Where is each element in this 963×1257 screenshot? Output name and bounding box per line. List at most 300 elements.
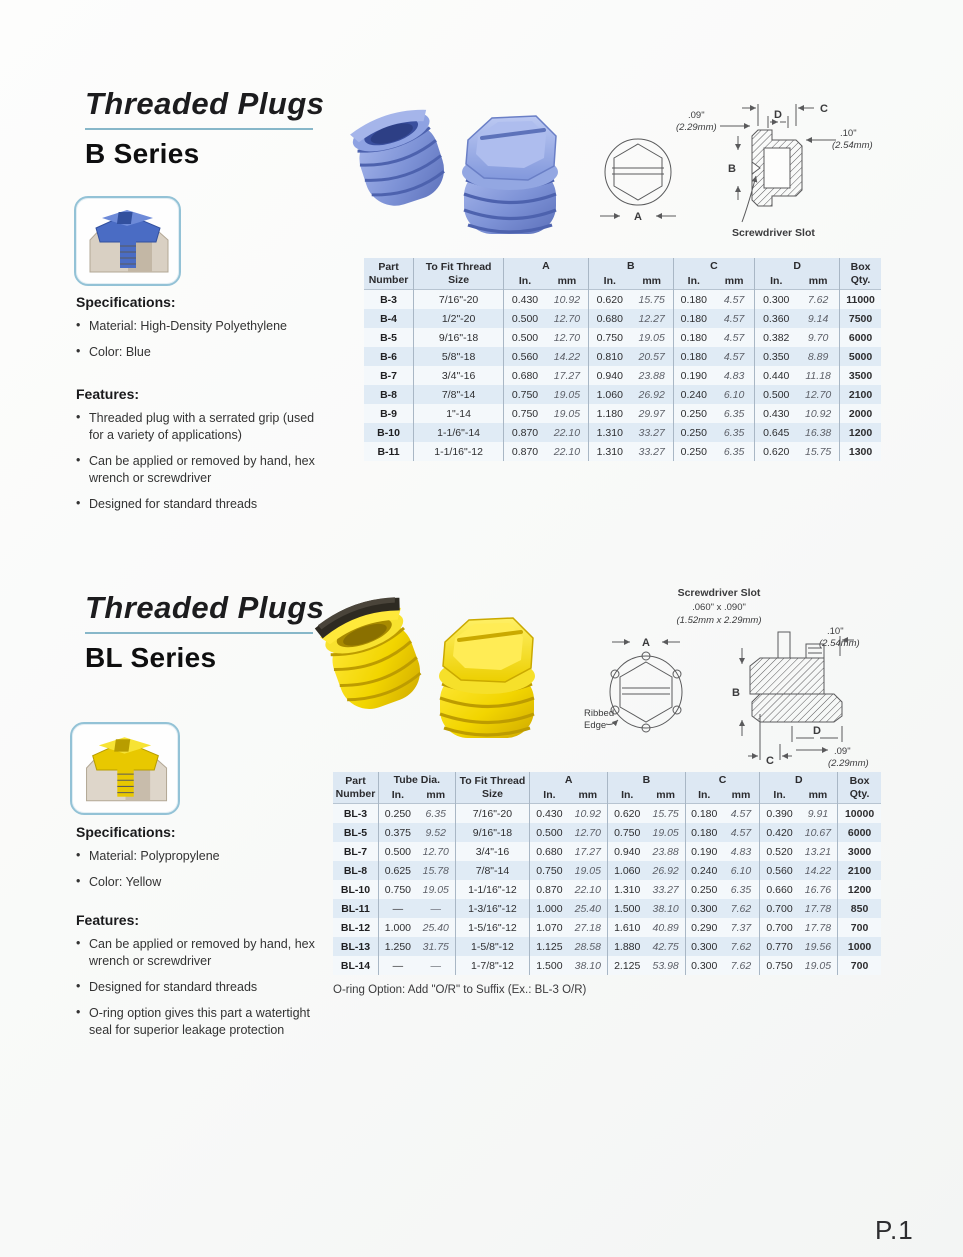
col-header-qty: Box Qty. <box>840 258 881 290</box>
table-cell: 12.70 <box>422 845 449 858</box>
sub-header-mm: mm <box>569 787 608 804</box>
table-row <box>364 423 881 442</box>
table-cell: 9.91 <box>807 807 829 820</box>
table-cell: 0.500 <box>755 385 797 404</box>
table-cell: 17.78 <box>804 921 832 934</box>
features-list <box>76 936 324 1038</box>
bl-series-title <box>85 590 325 674</box>
table-row <box>364 290 881 310</box>
table-cell: 22.10 <box>574 883 601 896</box>
bullet-item: • Designed for standard threads <box>76 979 324 996</box>
table-cell: 0.750 <box>530 861 569 880</box>
table-cell: 0.620 <box>588 290 630 310</box>
section-view-drawing <box>732 632 869 769</box>
table-cell: 2000 <box>840 404 881 423</box>
table-cell: 0.660 <box>760 880 799 899</box>
b-series-title <box>85 86 325 170</box>
table-cell: B-3 <box>380 293 398 306</box>
table-cell: 4.83 <box>723 369 745 382</box>
screwdriver-slot-caption: Screwdriver Slot <box>732 227 815 239</box>
table-cell: 0.180 <box>685 823 722 842</box>
table-cell: 1.250 <box>378 937 416 956</box>
col-group-b: B <box>608 772 686 787</box>
col-group-d: D <box>755 258 840 273</box>
table-cell: 0.180 <box>685 804 722 824</box>
sub-header-in: In. <box>685 787 722 804</box>
note-10in: .10" <box>827 626 844 637</box>
table-cell: 6.35 <box>723 445 745 458</box>
bl-series-features <box>76 912 324 1047</box>
section-title: Threaded Plugs <box>85 590 325 625</box>
table-row <box>333 956 881 975</box>
table-cell: 33.27 <box>652 883 679 896</box>
screwdriver-slot-caption: Screwdriver Slot <box>677 587 761 599</box>
table-cell: 1.060 <box>588 385 630 404</box>
table-cell: 16.38 <box>804 426 832 439</box>
table-cell: 0.620 <box>755 442 797 461</box>
sub-header-in: In. <box>530 787 569 804</box>
dim-label-c: C <box>766 755 774 767</box>
table-cell: 0.390 <box>760 804 799 824</box>
table-cell: 0.750 <box>760 956 799 975</box>
table-row <box>364 328 881 347</box>
table-cell: 28.58 <box>574 940 601 953</box>
blue-plug-hex-head <box>462 116 558 234</box>
table-cell: 13.21 <box>804 845 832 858</box>
table-cell: 0.300 <box>685 937 722 956</box>
yellow-plug-hex-head <box>439 618 535 738</box>
table-cell: 1.610 <box>608 918 647 937</box>
note-09mm: (2.29mm) <box>676 122 717 133</box>
table-cell: 5000 <box>840 347 881 366</box>
table-cell: 6.35 <box>730 883 752 896</box>
bullet-item: • O-ring option gives this part a watertight seal for superior leakage protection <box>76 1005 324 1039</box>
table-cell: B-6 <box>380 350 398 363</box>
sub-header-in: In. <box>588 273 630 290</box>
sub-header-mm: mm <box>417 787 455 804</box>
table-cell: 14.22 <box>804 864 832 877</box>
sub-header-in: In. <box>608 787 647 804</box>
table-cell: 0.382 <box>755 328 797 347</box>
table-cell: BL-13 <box>340 940 371 953</box>
table-cell: 6.10 <box>723 388 745 401</box>
table-cell: 7.62 <box>730 902 752 915</box>
b-series-table-wrap <box>364 258 881 461</box>
table-cell: 4.83 <box>730 845 752 858</box>
table-cell: 0.750 <box>504 404 546 423</box>
table-cell: 33.27 <box>638 445 665 458</box>
bullet-item: • Threaded plug with a serrated grip (used for a variety of applications) <box>76 410 321 444</box>
table-cell: 0.250 <box>378 804 416 824</box>
table-cell: B-10 <box>377 426 400 439</box>
table-cell: B-4 <box>380 312 398 325</box>
table-cell: 4.57 <box>723 331 745 344</box>
dim-label-c: C <box>820 103 828 115</box>
col-group-tube: Tube Dia. <box>378 772 455 787</box>
table-cell: 0.375 <box>378 823 416 842</box>
col-group-a: A <box>504 258 589 273</box>
table-cell: 0.180 <box>673 328 714 347</box>
blue-plug-cutaway-image <box>80 202 175 280</box>
yellow-plug-with-oring <box>312 590 432 719</box>
title-underline <box>85 632 313 634</box>
col-header-part: Part Number <box>364 258 414 290</box>
slot-size-label: .060" x .090" <box>692 602 746 613</box>
table-cell: 19.05 <box>553 407 581 420</box>
table-row <box>333 880 881 899</box>
table-cell: 4.57 <box>723 350 745 363</box>
table-cell: 1.000 <box>530 899 569 918</box>
table-cell: 19.05 <box>422 883 449 896</box>
table-row <box>333 899 881 918</box>
table-cell: 10000 <box>838 804 881 824</box>
table-cell: 12.27 <box>638 312 665 325</box>
col-header-thread: To Fit Thread Size <box>455 772 530 804</box>
table-cell: 31.75 <box>422 940 449 953</box>
note-10mm: (2.54mm) <box>819 638 860 649</box>
table-row <box>333 842 881 861</box>
table-cell: 19.56 <box>804 940 832 953</box>
bullet-item: • Material: Polypropylene <box>76 848 326 865</box>
b-series-thumbnail <box>74 196 181 286</box>
table-cell: 0.300 <box>685 899 722 918</box>
features-list <box>76 410 321 512</box>
ribbed-edge-label: Ribbed <box>584 708 615 719</box>
table-cell: 5/8"-18 <box>414 347 504 366</box>
table-cell: 53.98 <box>652 959 679 972</box>
table-row <box>333 804 881 824</box>
table-cell: 0.750 <box>608 823 647 842</box>
table-cell: 0.500 <box>530 823 569 842</box>
dim-label-d: D <box>774 109 782 121</box>
table-cell: 17.78 <box>804 902 832 915</box>
sub-header-in: In. <box>504 273 546 290</box>
table-cell: 7500 <box>840 309 881 328</box>
table-cell: 4.57 <box>730 807 752 820</box>
table-cell: 2100 <box>840 385 881 404</box>
table-cell: 0.560 <box>504 347 546 366</box>
note-09in: .09" <box>688 110 705 121</box>
table-cell: 0.300 <box>755 290 797 310</box>
b-series-features <box>76 386 321 521</box>
table-cell: 0.420 <box>760 823 799 842</box>
table-cell: 1-1/6"-14 <box>414 423 504 442</box>
table-cell: 0.680 <box>530 842 569 861</box>
col-group-c: C <box>685 772 760 787</box>
bl-series-dimension-diagram <box>582 584 892 769</box>
table-cell: BL-7 <box>343 845 368 858</box>
table-cell: 12.70 <box>804 388 832 401</box>
bl-series-thumbnail <box>70 722 180 815</box>
table-cell: 1.060 <box>608 861 647 880</box>
specifications-heading: Specifications: <box>76 824 176 840</box>
table-cell: 6000 <box>840 328 881 347</box>
table-cell: 19.05 <box>553 388 581 401</box>
table-cell: 6000 <box>838 823 881 842</box>
table-cell: — <box>378 899 416 918</box>
table-cell: 0.810 <box>588 347 630 366</box>
table-cell: 9.14 <box>807 312 829 325</box>
table-cell: 7/8"-14 <box>455 861 530 880</box>
table-cell: 14.22 <box>553 350 581 363</box>
table-row <box>333 918 881 937</box>
table-cell: 1/2"-20 <box>414 309 504 328</box>
table-cell: 0.250 <box>673 423 714 442</box>
table-cell: 29.97 <box>638 407 665 420</box>
table-cell: 9/16"-18 <box>414 328 504 347</box>
specifications-list <box>76 848 326 891</box>
table-cell: 0.430 <box>530 804 569 824</box>
table-cell: — <box>430 959 441 972</box>
table-cell: 27.18 <box>574 921 601 934</box>
table-cell: 22.10 <box>553 445 581 458</box>
table-cell: 3/4"-16 <box>414 366 504 385</box>
table-cell: 3000 <box>838 842 881 861</box>
b-series-dimension-diagram <box>592 94 887 242</box>
table-cell: 3/4"-16 <box>455 842 530 861</box>
table-cell: 0.180 <box>673 347 714 366</box>
table-cell: 9.52 <box>425 826 446 839</box>
note-10mm: (2.54mm) <box>832 140 873 151</box>
table-cell: 0.645 <box>755 423 797 442</box>
specifications-heading: Specifications: <box>76 294 176 310</box>
table-cell: 15.78 <box>422 864 449 877</box>
table-cell: 7/16"-20 <box>455 804 530 824</box>
table-cell: BL-14 <box>340 959 371 972</box>
table-cell: 17.27 <box>553 369 581 382</box>
bl-series-specifications <box>76 824 326 900</box>
note-09in: .09" <box>834 746 851 757</box>
table-cell: 1.180 <box>588 404 630 423</box>
table-cell: — <box>378 956 416 975</box>
table-cell: 4.57 <box>723 293 745 306</box>
table-cell: 1300 <box>840 442 881 461</box>
table-cell: 2.125 <box>608 956 647 975</box>
col-header-thread: To Fit Thread Size <box>414 258 504 290</box>
table-cell: 10.92 <box>553 293 581 306</box>
table-cell: 0.360 <box>755 309 797 328</box>
table-cell: 7.62 <box>730 959 752 972</box>
table-cell: 1.310 <box>588 423 630 442</box>
table-cell: 0.750 <box>378 880 416 899</box>
table-cell: 26.92 <box>638 388 665 401</box>
table-cell: — <box>430 902 441 915</box>
table-cell: 0.350 <box>755 347 797 366</box>
bullet-item: • Color: Yellow <box>76 874 326 891</box>
table-cell: 1"-14 <box>414 404 504 423</box>
table-cell: B-9 <box>380 407 398 420</box>
col-group-a: A <box>530 772 608 787</box>
table-cell: 11000 <box>840 290 881 310</box>
bl-series-product-photo <box>298 580 560 752</box>
table-cell: 0.870 <box>504 423 546 442</box>
table-cell: 42.75 <box>652 940 679 953</box>
series-name: BL Series <box>85 642 217 673</box>
col-header-qty: Box Qty. <box>838 772 881 804</box>
table-cell: 23.88 <box>652 845 679 858</box>
table-cell: 1.310 <box>588 442 630 461</box>
table-cell: 10.92 <box>804 407 832 420</box>
table-cell: 0.870 <box>504 442 546 461</box>
table-cell: 0.520 <box>760 842 799 861</box>
table-cell: 0.190 <box>685 842 722 861</box>
table-cell: 1000 <box>838 937 881 956</box>
bullet-item: • Designed for standard threads <box>76 496 321 513</box>
table-cell: 7/8"-14 <box>414 385 504 404</box>
sub-header-mm: mm <box>646 787 685 804</box>
table-cell: 7.62 <box>807 293 829 306</box>
table-cell: 0.430 <box>504 290 546 310</box>
yellow-plug-cutaway-image <box>76 729 174 809</box>
table-cell: 16.76 <box>804 883 832 896</box>
table-cell: 20.57 <box>638 350 665 363</box>
table-cell: 1.070 <box>530 918 569 937</box>
b-series-specifications <box>76 294 326 370</box>
table-cell: 25.40 <box>422 921 449 934</box>
table-cell: 0.500 <box>504 309 546 328</box>
bl-series-table-wrap <box>333 772 881 996</box>
table-cell: 850 <box>838 899 881 918</box>
table-cell: 0.500 <box>378 842 416 861</box>
table-cell: 6.35 <box>723 426 745 439</box>
table-cell: 12.70 <box>553 312 581 325</box>
table-cell: 0.940 <box>608 842 647 861</box>
table-cell: BL-5 <box>343 826 368 839</box>
table-cell: 0.430 <box>755 404 797 423</box>
table-cell: 1-5/8"-12 <box>455 937 530 956</box>
ribbed-edge-label-2: Edge <box>584 720 607 731</box>
sub-header-mm: mm <box>723 787 760 804</box>
table-cell: 12.70 <box>553 331 581 344</box>
table-cell: 1.310 <box>608 880 647 899</box>
table-cell: 0.700 <box>760 918 799 937</box>
table-cell: 0.500 <box>504 328 546 347</box>
table-cell: BL-10 <box>340 883 371 896</box>
note-10in: .10" <box>840 128 857 139</box>
dim-label-a: A <box>634 211 642 223</box>
table-cell: 700 <box>838 956 881 975</box>
table-cell: 6.35 <box>723 407 745 420</box>
sub-header-mm: mm <box>546 273 588 290</box>
table-cell: 23.88 <box>638 369 665 382</box>
table-cell: 3500 <box>840 366 881 385</box>
table-cell: 0.250 <box>685 880 722 899</box>
dim-label-a: A <box>642 637 650 649</box>
table-row <box>333 823 881 842</box>
table-cell: 0.560 <box>760 861 799 880</box>
table-cell: 19.05 <box>574 864 601 877</box>
oring-footnote: O-ring Option: Add "O/R" to Suffix (Ex.: BL-3 O/R) <box>333 984 587 997</box>
table-cell: 12.70 <box>574 826 601 839</box>
table-cell: 17.27 <box>574 845 601 858</box>
table-cell: 0.625 <box>378 861 416 880</box>
table-cell: 7/16"-20 <box>414 290 504 310</box>
table-cell: 1-5/16"-12 <box>455 918 530 937</box>
sub-header-in: In. <box>755 273 797 290</box>
table-cell: 7.37 <box>730 921 752 934</box>
table-row <box>364 442 881 461</box>
bullet-item: • Color: Blue <box>76 344 326 361</box>
table-cell: B-7 <box>380 369 398 382</box>
table-cell: 0.680 <box>588 309 630 328</box>
bullet-item: • Can be applied or removed by hand, hex wrench or screwdriver <box>76 453 321 487</box>
table-cell: 0.870 <box>530 880 569 899</box>
table-cell: 0.300 <box>685 956 722 975</box>
table-cell: B-11 <box>377 445 400 458</box>
table-cell: 9.70 <box>807 331 829 344</box>
features-heading: Features: <box>76 386 140 402</box>
table-cell: 6.35 <box>425 807 446 820</box>
table-cell: 1-1/16"-12 <box>455 880 530 899</box>
table-cell: 0.190 <box>673 366 714 385</box>
table-cell: 0.700 <box>760 899 799 918</box>
sub-header-mm: mm <box>631 273 673 290</box>
col-group-b: B <box>588 258 673 273</box>
note-09mm: (2.29mm) <box>828 758 869 769</box>
table-row <box>364 366 881 385</box>
table-cell: 0.680 <box>504 366 546 385</box>
title-underline <box>85 128 313 130</box>
table-cell: 1200 <box>840 423 881 442</box>
table-cell: 1.125 <box>530 937 569 956</box>
table-row <box>333 861 881 880</box>
table-cell: 10.67 <box>804 826 832 839</box>
table-row <box>333 937 881 956</box>
table-cell: 1-1/16"-12 <box>414 442 504 461</box>
table-cell: 15.75 <box>804 445 832 458</box>
table-row <box>364 404 881 423</box>
page-number: P.1 <box>875 1215 914 1245</box>
table-cell: 25.40 <box>574 902 601 915</box>
front-view-drawing <box>600 139 676 223</box>
table-cell: BL-11 <box>341 902 370 915</box>
blue-plug-open-end <box>348 103 452 213</box>
dim-label-b: B <box>732 687 740 699</box>
table-cell: 0.240 <box>673 385 714 404</box>
dim-label-d: D <box>813 725 821 737</box>
table-cell: 10.92 <box>574 807 601 820</box>
sub-header-mm: mm <box>714 273 755 290</box>
table-cell: 33.27 <box>638 426 665 439</box>
col-group-c: C <box>673 258 755 273</box>
col-group-d: D <box>760 772 838 787</box>
series-name: B Series <box>85 138 200 169</box>
table-cell: 0.180 <box>673 309 714 328</box>
table-cell: 19.05 <box>652 826 679 839</box>
table-cell: 15.75 <box>638 293 665 306</box>
table-cell: 1.500 <box>530 956 569 975</box>
table-cell: 1-3/16"-12 <box>455 899 530 918</box>
b-series-product-photo <box>332 80 577 248</box>
table-cell: 0.620 <box>608 804 647 824</box>
table-cell: 40.89 <box>652 921 679 934</box>
table-cell: 38.10 <box>652 902 679 915</box>
table-cell: 19.05 <box>804 959 832 972</box>
bullet-item: • Material: High-Density Polyethylene <box>76 318 326 335</box>
dim-label-b: B <box>728 163 736 175</box>
table-cell: 4.57 <box>730 826 752 839</box>
bullet-item: • Can be applied or removed by hand, hex wrench or screwdriver <box>76 936 324 970</box>
table-cell: 0.770 <box>760 937 799 956</box>
sub-header-mm: mm <box>799 787 838 804</box>
sub-header-in: In. <box>673 273 714 290</box>
table-cell: 4.57 <box>723 312 745 325</box>
table-cell: 0.440 <box>755 366 797 385</box>
table-cell: BL-3 <box>343 807 368 820</box>
table-cell: BL-12 <box>340 921 371 934</box>
table-cell: 19.05 <box>638 331 665 344</box>
sub-header-in: In. <box>378 787 416 804</box>
